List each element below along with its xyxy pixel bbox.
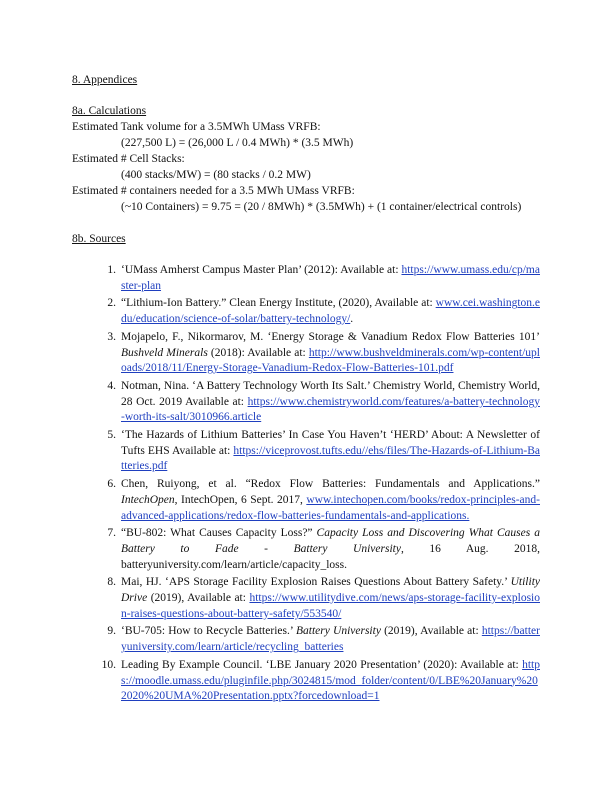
- source-link[interactable]: https://viceprovost.tufts.edu//ehs/files/The-Hazards-of-Lithium-Batteries.pdf: [121, 444, 540, 473]
- calc-line-tank-label: Estimated Tank volume for a 3.5MWh UMass VRFB:: [72, 121, 321, 133]
- appendices-heading: 8. Appendices: [72, 74, 138, 86]
- calculations-heading: 8a. Calculations: [72, 105, 147, 117]
- source-item: 7. “BU-802: What Causes Capacity Loss?” Capacity Loss and Discovering What Causes a Battery to Fade - Battery University, 16 Aug. 2018, batteryuniversity.com/learn/article/capacity_loss.: [107, 527, 540, 571]
- source-item: 3. Mojapelo, F., Nikormarov, M. ‘Energy Storage & Vanadium Redox Flow Batteries 101’ Bushveld Minerals (2018): Available at: http://www.bushveldminerals.com/wp-content/uploads/2018/11/Energy-Storage-Vanadium-Redox-Flow-Batteries-101.pdf: [107, 330, 540, 375]
- source-item: 4. Notman, Nina. ‘A Battery Technology Worth Its Salt.’ Chemistry World, Chemistry World, 28 Oct. 2019 Available at: https://www.chemistryworld.com/features/a-battery-technology-worth-its-salt/3010966.article: [107, 379, 540, 424]
- source-link[interactable]: https://batteryuniversity.com/learn/article/recycling_batteries: [121, 625, 540, 654]
- source-item: 6. Chen, Ruiyong, et al. “Redox Flow Batteries: Fundamentals and Applications.” IntechOpen, IntechOpen, 6 Sept. 2017, www.intechopen.com/books/redox-principles-and-advanced-applications/redox-flow-batteries-fundamentals-and-applications.: [107, 478, 540, 522]
- sources-heading: 8b. Sources: [72, 233, 126, 245]
- source-item: 1. ‘UMass Amherst Campus Master Plan’ (2012): Available at: https://www.umass.edu/cp/master-plan: [107, 264, 540, 292]
- source-item: 10. Leading By Example Council. ‘LBE January 2020 Presentation’ (2020): Available at: https://moodle.umass.edu/pluginfile.php/3024815/mod_folder/content/0/LBE%20January%202020%20UMA%20Presentation.pptx?forcedownload=1: [101, 658, 540, 703]
- calc-line-containers-formula: (~10 Containers) = 9.75 = (20 / 8MWh) * (3.5MWh) + (1 container/electrical controls): [121, 201, 522, 213]
- calc-line-stacks-formula: (400 stacks/MW) = (80 stacks / 0.2 MW): [121, 169, 311, 181]
- source-link[interactable]: https://www.chemistryworld.com/features/a-battery-technology-worth-its-salt/3010966.article: [121, 395, 540, 424]
- source-link[interactable]: http://www.bushveldminerals.com/wp-content/uploads/2018/11/Energy-Storage-Vanadium-Redox-Flow-Batteries-101.pdf: [121, 346, 540, 375]
- source-item: 5. ‘The Hazards of Lithium Batteries’ In Case You Haven’t ‘HERD’ About: A Newsletter of Tufts EHS Available at: https://viceprovost.tufts.edu//ehs/files/The-Hazards-of-Lithium-Batteries.pdf: [107, 429, 540, 473]
- source-item: 2. “Lithium-Ion Battery.” Clean Energy Institute, (2020), Available at: www.cei.washington.edu/education/science-of-solar/battery-technology/.: [107, 297, 540, 326]
- source-link[interactable]: www.cei.washington.edu/education/science-of-solar/battery-technology/: [121, 297, 540, 326]
- source-link[interactable]: https://www.umass.edu/cp/master-plan: [121, 264, 540, 292]
- source-link[interactable]: https://moodle.umass.edu/pluginfile.php/3024815/mod_folder/content/0/LBE%20January%202020%20UMA%20Presentation.pptx?forcedownload=1: [121, 658, 540, 703]
- source-item: 8. Mai, HJ. ‘APS Storage Facility Explosion Raises Questions About Battery Safety.’ Utility Drive (2019), Available at: https://www.utilitydive.com/news/aps-storage-facility-explosion-raises-questions-about-battery-safety/553540/: [107, 576, 540, 620]
- calc-line-tank-formula: (227,500 L) = (26,000 L / 0.4 MWh) * (3.5 MWh): [121, 137, 354, 149]
- source-item: 9. ‘BU-705: How to Recycle Batteries.’ Battery University (2019), Available at: https://batteryuniversity.com/learn/article/recycling_batteries: [107, 625, 540, 654]
- source-link[interactable]: www.intechopen.com/books/redox-principles-and-advanced-applications/redox-flow-batteries-fundamentals-and-applications.: [121, 493, 540, 522]
- calc-line-containers-label: Estimated # containers needed for a 3.5 MWh UMass VRFB:: [72, 185, 355, 197]
- calc-line-stacks-label: Estimated # Cell Stacks:: [72, 153, 185, 165]
- sources-list: [101, 263, 540, 707]
- source-link[interactable]: https://www.utilitydive.com/news/aps-storage-facility-explosion-raises-questions-about-battery-safety/553540/: [121, 592, 540, 620]
